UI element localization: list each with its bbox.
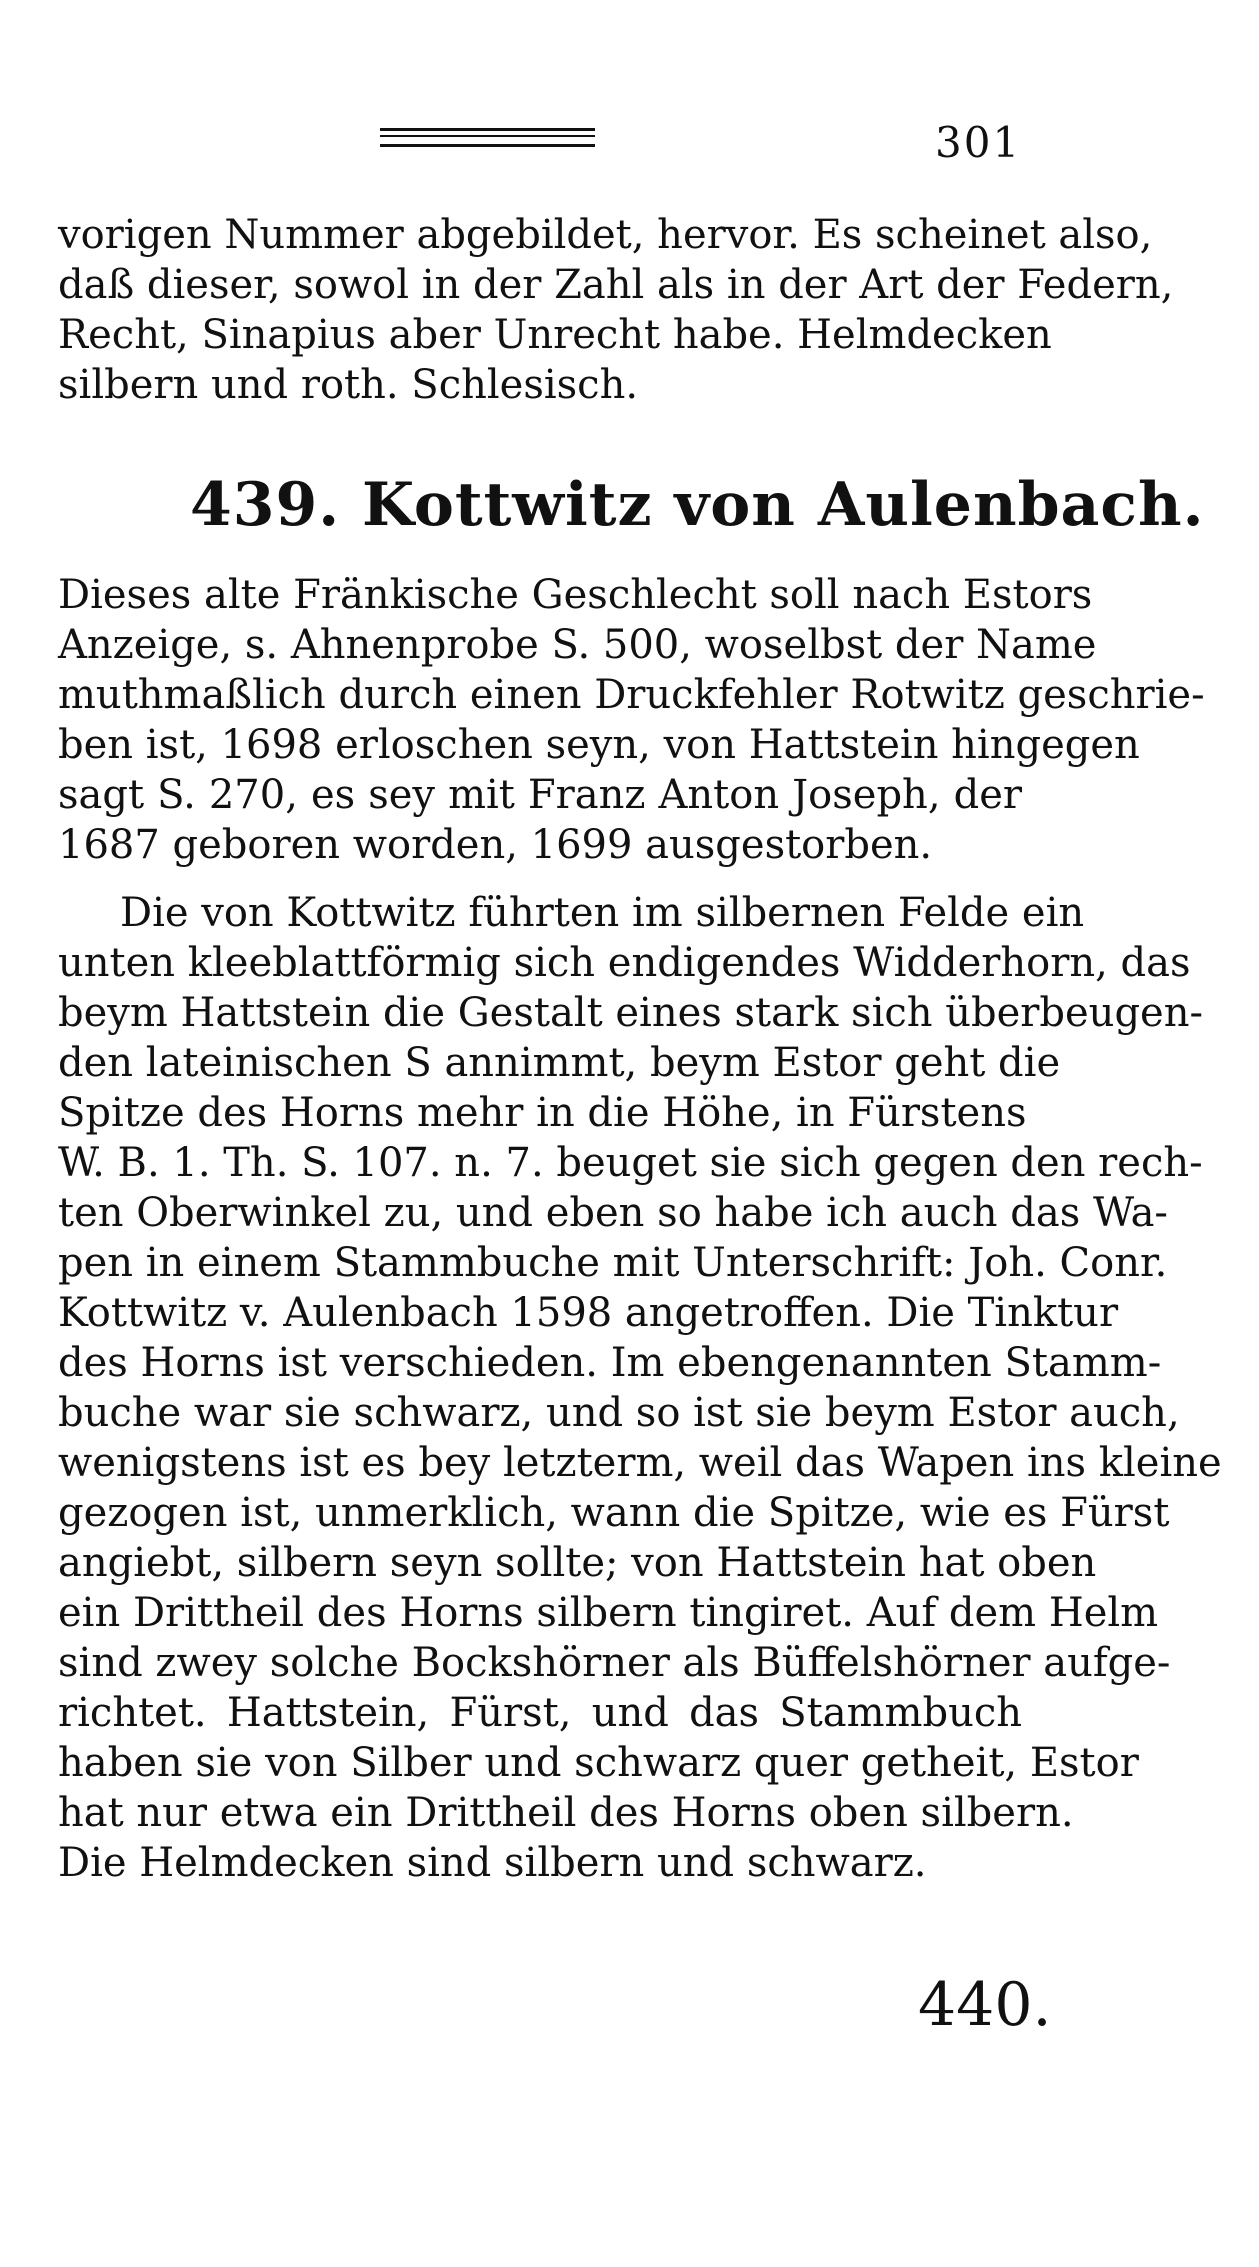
text-line: sind zwey solche Bockshörner als Büffelshörner aufge- (58, 1640, 1171, 1686)
text-line: richtet. Hattstein, Fürst, und das Stammbuch (58, 1690, 1022, 1736)
text-line: Spitze des Horns mehr in die Höhe, in Fürstens (58, 1090, 1027, 1136)
text-line: unten kleeblattförmig sich endigendes Widderhorn, das (58, 940, 1191, 986)
section-heading: 439. Kottwitz von Aulenbach. (190, 470, 1205, 540)
text-line: ben ist, 1698 erloschen seyn, von Hattstein hingegen (58, 722, 1140, 768)
text-line: beym Hattstein die Gestalt eines stark sich überbeugen- (58, 990, 1203, 1036)
text-line: Kottwitz v. Aulenbach 1598 angetroffen. Die Tinktur (58, 1290, 1119, 1336)
text-line: pen in einem Stammbuche mit Unterschrift: Joh. Conr. (58, 1240, 1168, 1286)
text-line: wenigstens ist es bey letzterm, weil das Wapen ins kleine (58, 1440, 1222, 1486)
page-number: 301 (935, 118, 1022, 167)
text-line: daß dieser, sowol in der Zahl als in der Art der Federn, (58, 262, 1174, 308)
text-line: ein Drittheil des Horns silbern tingiret. Auf dem Helm (58, 1590, 1159, 1636)
text-line: angiebt, silbern seyn sollte; von Hattstein hat oben (58, 1540, 1097, 1586)
text-line: W. B. 1. Th. S. 107. n. 7. beuget sie sich gegen den rech- (58, 1140, 1203, 1186)
text-line: den lateinischen S annimmt, beym Estor geht die (58, 1040, 1061, 1086)
text-line: silbern und roth. Schlesisch. (58, 362, 639, 408)
text-line: gezogen ist, unmerklich, wann die Spitze, wie es Fürst (58, 1490, 1170, 1536)
text-line: Die Helmdecken sind silbern und schwarz. (58, 1840, 927, 1886)
intro-text (58, 210, 1174, 410)
text-line: Anzeige, s. Ahnenprobe S. 500, woselbst der Name (58, 622, 1097, 668)
text-line: muthmaßlich durch einen Druckfehler Rotwitz geschrie- (58, 672, 1205, 718)
catchword: 440. (918, 1970, 1052, 2040)
text-line: ten Oberwinkel zu, und eben so habe ich auch das Wa- (58, 1190, 1168, 1236)
text-line: Dieses alte Fränkische Geschlecht soll nach Estors (58, 572, 1093, 618)
text-line: 1687 geboren worden, 1699 ausgestorben. (58, 822, 933, 868)
text-line: buche war sie schwarz, und so ist sie beym Estor auch, (58, 1390, 1180, 1436)
text-line: Recht, Sinapius aber Unrecht habe. Helmdecken (58, 312, 1052, 358)
header-rule (380, 128, 595, 147)
text-line: des Horns ist verschieden. Im ebengenannten Stamm- (58, 1340, 1162, 1386)
paragraph-2 (58, 888, 1222, 1888)
text-line: sagt S. 270, es sey mit Franz Anton Joseph, der (58, 772, 1022, 818)
text-line: hat nur etwa ein Drittheil des Horns oben silbern. (58, 1790, 1074, 1836)
paragraph-1 (58, 570, 1205, 870)
text-line: haben sie von Silber und schwarz quer getheit, Estor (58, 1740, 1139, 1786)
text-line: vorigen Nummer abgebildet, hervor. Es scheinet also, (58, 212, 1153, 258)
text-line: Die von Kottwitz führten im silbernen Felde ein (120, 890, 1085, 936)
